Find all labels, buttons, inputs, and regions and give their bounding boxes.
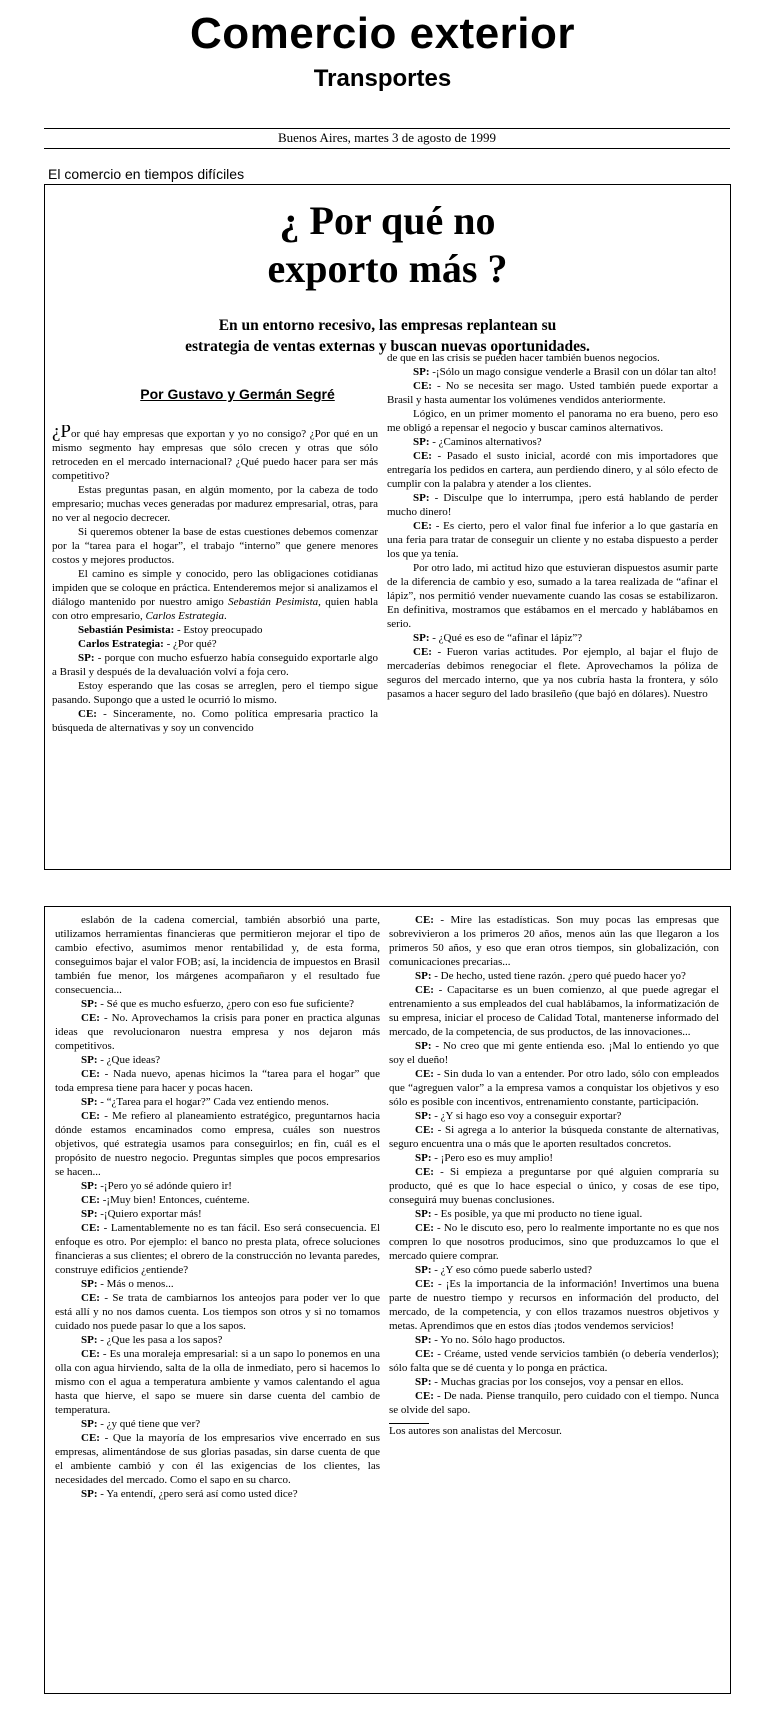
dialogue-line: CE: - No le discuto eso, pero lo realmente importante no es que nos compren lo que nosotros producimos, sino que produzcamos lo que el mercado quiere comprar. [389, 1222, 719, 1262]
masthead [0, 10, 765, 94]
column-3 [55, 913, 380, 1691]
paragraph: Estoy esperando que las cosas se arreglen, pero el tiempo sigue pasando. Supongo que a usted le ocurrió lo mismo. [52, 680, 378, 706]
dialogue-line: CE: - Nada nuevo, apenas hicimos la “tarea para el hogar” que toda empresa tiene para hacer y pocas hacen. [55, 1068, 380, 1094]
paragraph: Si queremos obtener la base de estas cuestiones debemos comenzar por la “tarea para el hogar”, el trabajo “interno” que genere menores costos y mejores productos. [52, 526, 378, 566]
dialogue-line: SP: -¡Sólo un mago consigue venderle a Brasil con un dólar tan alto! [413, 366, 717, 378]
dialogue-line: SP: - ¿Y eso cómo puede saberlo usted? [415, 1264, 593, 1276]
dialogue-line: SP: - “¿Tarea para el hogar?” Cada vez entiendo menos. [81, 1096, 329, 1108]
dialogue-line: CE: - Es cierto, pero el valor final fue inferior a lo que gastaría en una feria para tratar de conseguir un cliente y no estaba dispuesto a perder los que ya tenía. [387, 520, 718, 560]
dialogue-line: CE: - Capacitarse es un buen comienzo, al que puede agregar el entrenamiento a sus empleados del cual hablábamos, la informatización de su empresa, iniciar el proceso de Calidad Total, mantenerse informado del mercado, de la competencia, de sus productos, de las innovaciones... [389, 984, 719, 1038]
paragraph: ¿Por qué hay empresas que exportan y yo no consigo? ¿Por qué en un mismo segmento hay empresas que sólo crecen y otras que sólo retroceden en el mercado internacional? ¿Qué puedo hacer para ser más competitivo? [52, 425, 378, 483]
dateline: Buenos Aires, martes 3 de agosto de 1999 [277, 130, 497, 145]
dialogue-line: CE: - Mire las estadísticas. Son muy pocas las empresas que sobrevivieron a los primeros 20 años, menos aún las que llegaron a los primeros 50 años, y eso que eran otros tiempos, sin globalización, con comunicaciones precarias... [389, 914, 719, 968]
section-title: El comercio en tiempos difíciles [48, 166, 245, 182]
dialogue-line: SP: - Más o menos... [81, 1278, 174, 1290]
byline: Por Gustavo y Germán Segré [140, 386, 335, 402]
dialogue-line: SP: -¡Pero yo sé adónde quiero ir! [81, 1180, 232, 1192]
dialogue-line: SP: - Muchas gracias por los consejos, voy a pensar en ellos. [415, 1376, 684, 1388]
dialogue-line: CE: - Fueron varias actitudes. Por ejemplo, al bajar el flujo de mercaderías debimos renegociar el flete. Aprovechamos la póliza de seguros del mercado interno, que ya nos cubría hasta la frontera, y sólo pasamos a hacer seguro del lado brasileño (que bajó en dólares). Nuestro [387, 646, 718, 700]
paragraph: El camino es simple y conocido, pero las obligaciones cotidianas impiden que se coloque en práctica. Entenderemos mejor si analizamos el diálogo mantenido por nuestro amigo Sebastián Pesimista, quien habla con otro empresario, Carlos Estrategia. [52, 568, 378, 622]
dialogue-line: SP: - No creo que mi gente entienda eso. ¡Mal lo entiendo yo que soy el dueño! [389, 1040, 719, 1066]
paragraph: eslabón de la cadena comercial, también absorbió una parte, utilizamos herramientas financieras que permitieron mejorar el tipo de cambio efectivo, asumimos menor rentabilidad y, de esta forma, conseguimos bajar el valor FOB; así, la incidencia de impuestos en Brasil también fue menor, los márgenes acompañaron y el resultado fue consecuencia... [55, 914, 380, 996]
bottom-rule [44, 148, 730, 149]
dialogue-line: SP: - Disculpe que lo interrumpa, ¡pero está hablando de perder mucho dinero! [387, 492, 718, 518]
deck-line-2: estrategia de ventas externas y buscan nuevas oportunidades. [185, 338, 590, 355]
dialogue-line: SP: - Sé que es mucho esfuerzo, ¿pero con eso fue suficiente? [81, 998, 355, 1010]
deck-line-1: En un entorno recesivo, las empresas replantean su [218, 317, 557, 334]
dialogue-line: SP: - ¡Pero eso es muy amplio! [415, 1152, 554, 1164]
dialogue-line: CE: - Si empieza a preguntarse por qué alguien compraría su producto, qué es que lo hace especial o único, y cosas de ese tipo, conseguirá muy buenas conclusiones. [389, 1166, 719, 1206]
dialogue-line: CE: - No. Aprovechamos la crisis para poner en practica algunas ideas que revolucionaron nuestra empresa y nos dejaron más competitivos. [55, 1012, 380, 1052]
dialogue-line: CE: -¡Muy bien! Entonces, cuénteme. [81, 1194, 250, 1206]
dialogue-line: SP: - ¿Que les pasa a los sapos? [81, 1334, 223, 1346]
dialogue-line: CE: - Sinceramente, no. Como política empresaria practico la búsqueda de alternativas y soy un convencido [52, 708, 378, 734]
paragraph: Lógico, en un primer momento el panorama no era bueno, pero eso me obligó a repensar el negocio y buscar caminos alternativos. [387, 408, 718, 434]
dialogue-line: CE: - Sin duda lo van a entender. Por otro lado, sólo con empleados que “agreguen valor” a la empresa vamos a conquistar los objetivos y eso sólo es posible con incentivos, entrenamiento constante, participación. [389, 1068, 719, 1108]
dialogue-line: CE: - Si agrega a lo anterior la búsqueda constante de alternativas, seguro encuentra una o más que le aporten resultados concretos. [389, 1124, 719, 1150]
dialogue-line: CE: - No se necesita ser mago. Usted también puede exportar a Brasil y hasta aumentar los volúmenes vendidos anteriormente. [387, 380, 718, 406]
dialogue-line: CE: - Se trata de cambiarnos los anteojos para poder ver lo que está allí y no nos damos cuenta. Los tiempos son otros y si no tomamos cuidado nos puede pasar lo que a los sapos. [55, 1292, 380, 1332]
dialogue-line: Carlos Estrategia: - ¿Por qué? [78, 638, 217, 650]
dialogue-line: CE: - Lamentablemente no es tan fácil. Eso será consecuencia. El enfoque es otro. Por ejemplo: el banco no presta plata, ofrece soluciones financieras a sus clientes; el obrero de la construcción no levanta paredes, construye edificios ¿entiende? [55, 1222, 380, 1276]
dialogue-line: CE: - ¡Es la importancia de la información! Invertimos una buena parte de nuestro tiempo y recursos en información del producto, del mercado, de la competencia, y con ellos trazamos nuestros objetivos y metas. Aprendimos que en estos días ¡todos vendemos servicios! [389, 1278, 719, 1332]
dialogue-line: SP: - porque con mucho esfuerzo había conseguido exportarle algo a Brasil y después de la devaluación volví a foja cero. [52, 652, 378, 678]
dialogue-line: SP: - ¿Qué es eso de “afinar el lápiz”? [413, 632, 583, 644]
author-footnote: Los autores son analistas del Mercosur. [389, 1425, 562, 1437]
dialogue-line: CE: - De nada. Piense tranquilo, pero cuidado con el tiempo. Nunca se olvide del sapo. [389, 1390, 719, 1416]
dialogue-line: SP: - ¿Y si hago eso voy a conseguir exportar? [415, 1110, 622, 1122]
dialogue-line: SP: - ¿Que ideas? [81, 1054, 161, 1066]
dialogue-line: SP: -¡Quiero exportar más! [81, 1208, 202, 1220]
drop-cap: ¿P [52, 425, 71, 442]
article-box-page1 [44, 184, 731, 870]
paragraph: Por otro lado, mi actitud hizo que estuvieran dispuestos asumir parte de la diferencia de cambio y eso, sumado a la tarea realizada de “afinar el lápiz”, nos permitió vender nuevamente cuando las cosas se estabilizaron. En definitiva, mostramos que estábamos en el mercado y hablábamos en serio. [387, 562, 718, 630]
column-2 [387, 351, 718, 867]
newspaper-title: Comercio exterior [189, 9, 576, 58]
dialogue-line: CE: - Que la mayoría de los empresarios vive encerrado en sus empresas, alimentándose de sus glorias pasadas, sin darse cuenta de que el ambiente cambió y con él las exigencias de los clientes, las necesidades del mercado. Como el sapo en su charco. [55, 1432, 380, 1486]
dialogue-line: SP: - Yo no. Sólo hago productos. [415, 1334, 566, 1346]
dialogue-line: SP: - De hecho, usted tiene razón. ¿pero qué puedo hacer yo? [415, 970, 686, 982]
headline [45, 197, 730, 293]
article-box-page2 [44, 906, 731, 1694]
dialogue-line: SP: - ¿Caminos alternativos? [413, 436, 542, 448]
dialogue-line: SP: - Es posible, ya que mi producto no tiene igual. [415, 1208, 643, 1220]
top-rule [44, 128, 730, 129]
dialogue-line: CE: - Me refiero al planeamiento estratégico, preguntarnos hacia dónde estamos encaminados como empresa, cuáles son nuestros objetivos, qué estrategia usamos para conseguirlos; en fin, cuál es el propósito de nuestro negocio. Preguntas simples que pocos empresarios se hacen... [55, 1110, 380, 1178]
paragraph: Estas preguntas pasan, en algún momento, por la cabeza de todo empresario; muchas veces generadas por madurez empresarial, otras, para no ver al negocio decrecer. [52, 484, 378, 524]
dialogue-line: CE: - Es una moraleja empresarial: si a un sapo lo ponemos en una olla con agua hirviendo, salta de la olla de inmediato, pero si hacemos lo mismo con el agua a temperatura ambiente y vamos calentando el agua hasta que hierve, el sapo se muere sin darse cuenta del cambio de temperatura. [55, 1348, 380, 1416]
dialogue-line: Sebastián Pesimista: - Estoy preocupado [78, 624, 263, 636]
dialogue-line: CE: - Pasado el susto inicial, acordé con mis importadores que entregaría los pedidos en cartera, aun perdiendo dinero, y al sólo efecto de cumplir con la palabra y atender a los clientes. [387, 450, 718, 490]
newspaper-subtitle: Transportes [313, 65, 452, 92]
dialogue-line: SP: - ¿y qué tiene que ver? [81, 1418, 201, 1430]
paragraph: de que en las crisis se pueden hacer también buenos negocios. [387, 352, 660, 364]
headline-line-1: ¿ Por qué no [279, 198, 496, 243]
column-1 [52, 425, 378, 865]
dialogue-line: CE: - Créame, usted vende servicios también (o debería venderlos); sólo falta que se dé cuenta y lo ponga en práctica. [389, 1348, 719, 1374]
dialogue-line: SP: - Ya entendí, ¿pero será así como usted dice? [81, 1488, 298, 1500]
headline-line-2: exporto más ? [267, 246, 508, 291]
column-4 [389, 913, 719, 1691]
